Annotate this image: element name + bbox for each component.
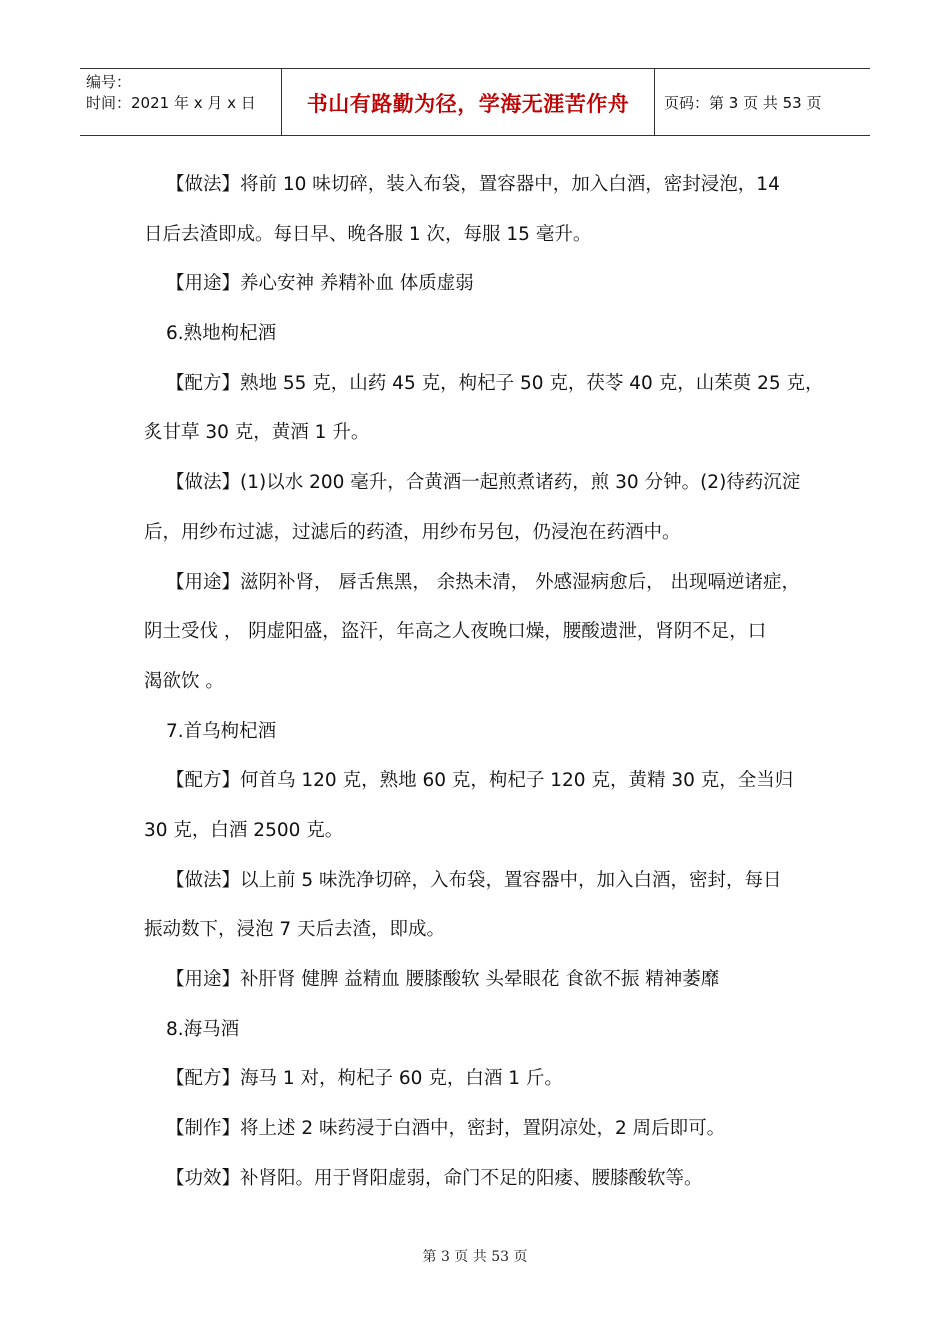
text-line: 【配方】海马 1 对，枸杞子 60 克，白酒 1 斤。 <box>166 1068 563 1090</box>
text-line: 阴土受伐 ， 阴虚阳盛，盗汗，年高之人夜晚口燥，腰酸遗泄，肾阴不足，口 <box>144 621 767 643</box>
text-line: 【用途】养心安神 养精补血 体质虚弱 <box>166 273 474 295</box>
text-line: 渴欲饮 。 <box>144 670 224 692</box>
text-line: 日后去渣即成。每日早、晚各服 1 次，每服 15 毫升。 <box>144 223 592 245</box>
header-page-cell <box>655 69 870 136</box>
page-footer: 第 3 页 共 53 页 <box>422 1249 528 1265</box>
text-line: 30 克，白酒 2500 克。 <box>144 819 344 841</box>
text-line: 【做法】(1)以水 200 毫升，合黄酒一起煎煮诸药，煎 30 分钟。(2)待药沉淀 <box>166 472 801 494</box>
serial-label: 编号： <box>86 73 132 91</box>
text-line: 【做法】将前 10 味切碎，装入布袋，置容器中，加入白酒，密封浸泡，14 <box>166 174 780 195</box>
text-line: 6.熟地枸杞酒 <box>166 323 277 345</box>
text-line: 振动数下，浸泡 7 天后去渣，即成。 <box>144 919 446 941</box>
text-line: 【配方】何首乌 120 克，熟地 60 克，枸杞子 120 克，黄精 30 克，全当归 <box>166 770 794 792</box>
text-line: 【用途】补肝肾 健脾 益精血 腰膝酸软 头晕眼花 食欲不振 精神萎靡 <box>166 969 720 990</box>
text-line: 8.海马酒 <box>166 1018 240 1040</box>
date-label: 时间：2021 年 x 月 x 日 <box>86 94 256 112</box>
document-body <box>144 170 824 1213</box>
text-line: 【做法】以上前 5 味洗净切碎，入布袋，置容器中，加入白酒，密封，每日 <box>166 869 782 891</box>
text-line: 【配方】熟地 55 克，山药 45 克，枸杞子 50 克，茯苓 40 克，山茱萸 25 克， <box>166 372 824 394</box>
header-page-number: 页码：第 3 页 共 53 页 <box>664 94 822 112</box>
header-meta-cell <box>80 69 282 136</box>
text-line: 【用途】滋阴补肾， 唇舌焦黑， 余热未清， 外感湿病愈后， 出现嗝逆诸症， <box>166 571 801 593</box>
text-line: 【制作】将上述 2 味药浸于白酒中，密封，置阴凉处，2 周后即可。 <box>166 1118 726 1140</box>
text-line: 7.首乌枸杞酒 <box>166 720 277 742</box>
page-header <box>80 68 870 136</box>
text-line: 后，用纱布过滤，过滤后的药渣，用纱布另包，仍浸泡在药酒中。 <box>144 521 681 543</box>
text-line: 【功效】补肾阳。用于肾阳虚弱，命门不足的阳痿、腰膝酸软等。 <box>166 1167 703 1189</box>
text-line: 炙甘草 30 克，黄酒 1 升。 <box>144 422 370 444</box>
header-motto: 书山有路勤为径，学海无涯苦作舟 <box>306 91 630 116</box>
header-motto-cell <box>282 69 655 136</box>
